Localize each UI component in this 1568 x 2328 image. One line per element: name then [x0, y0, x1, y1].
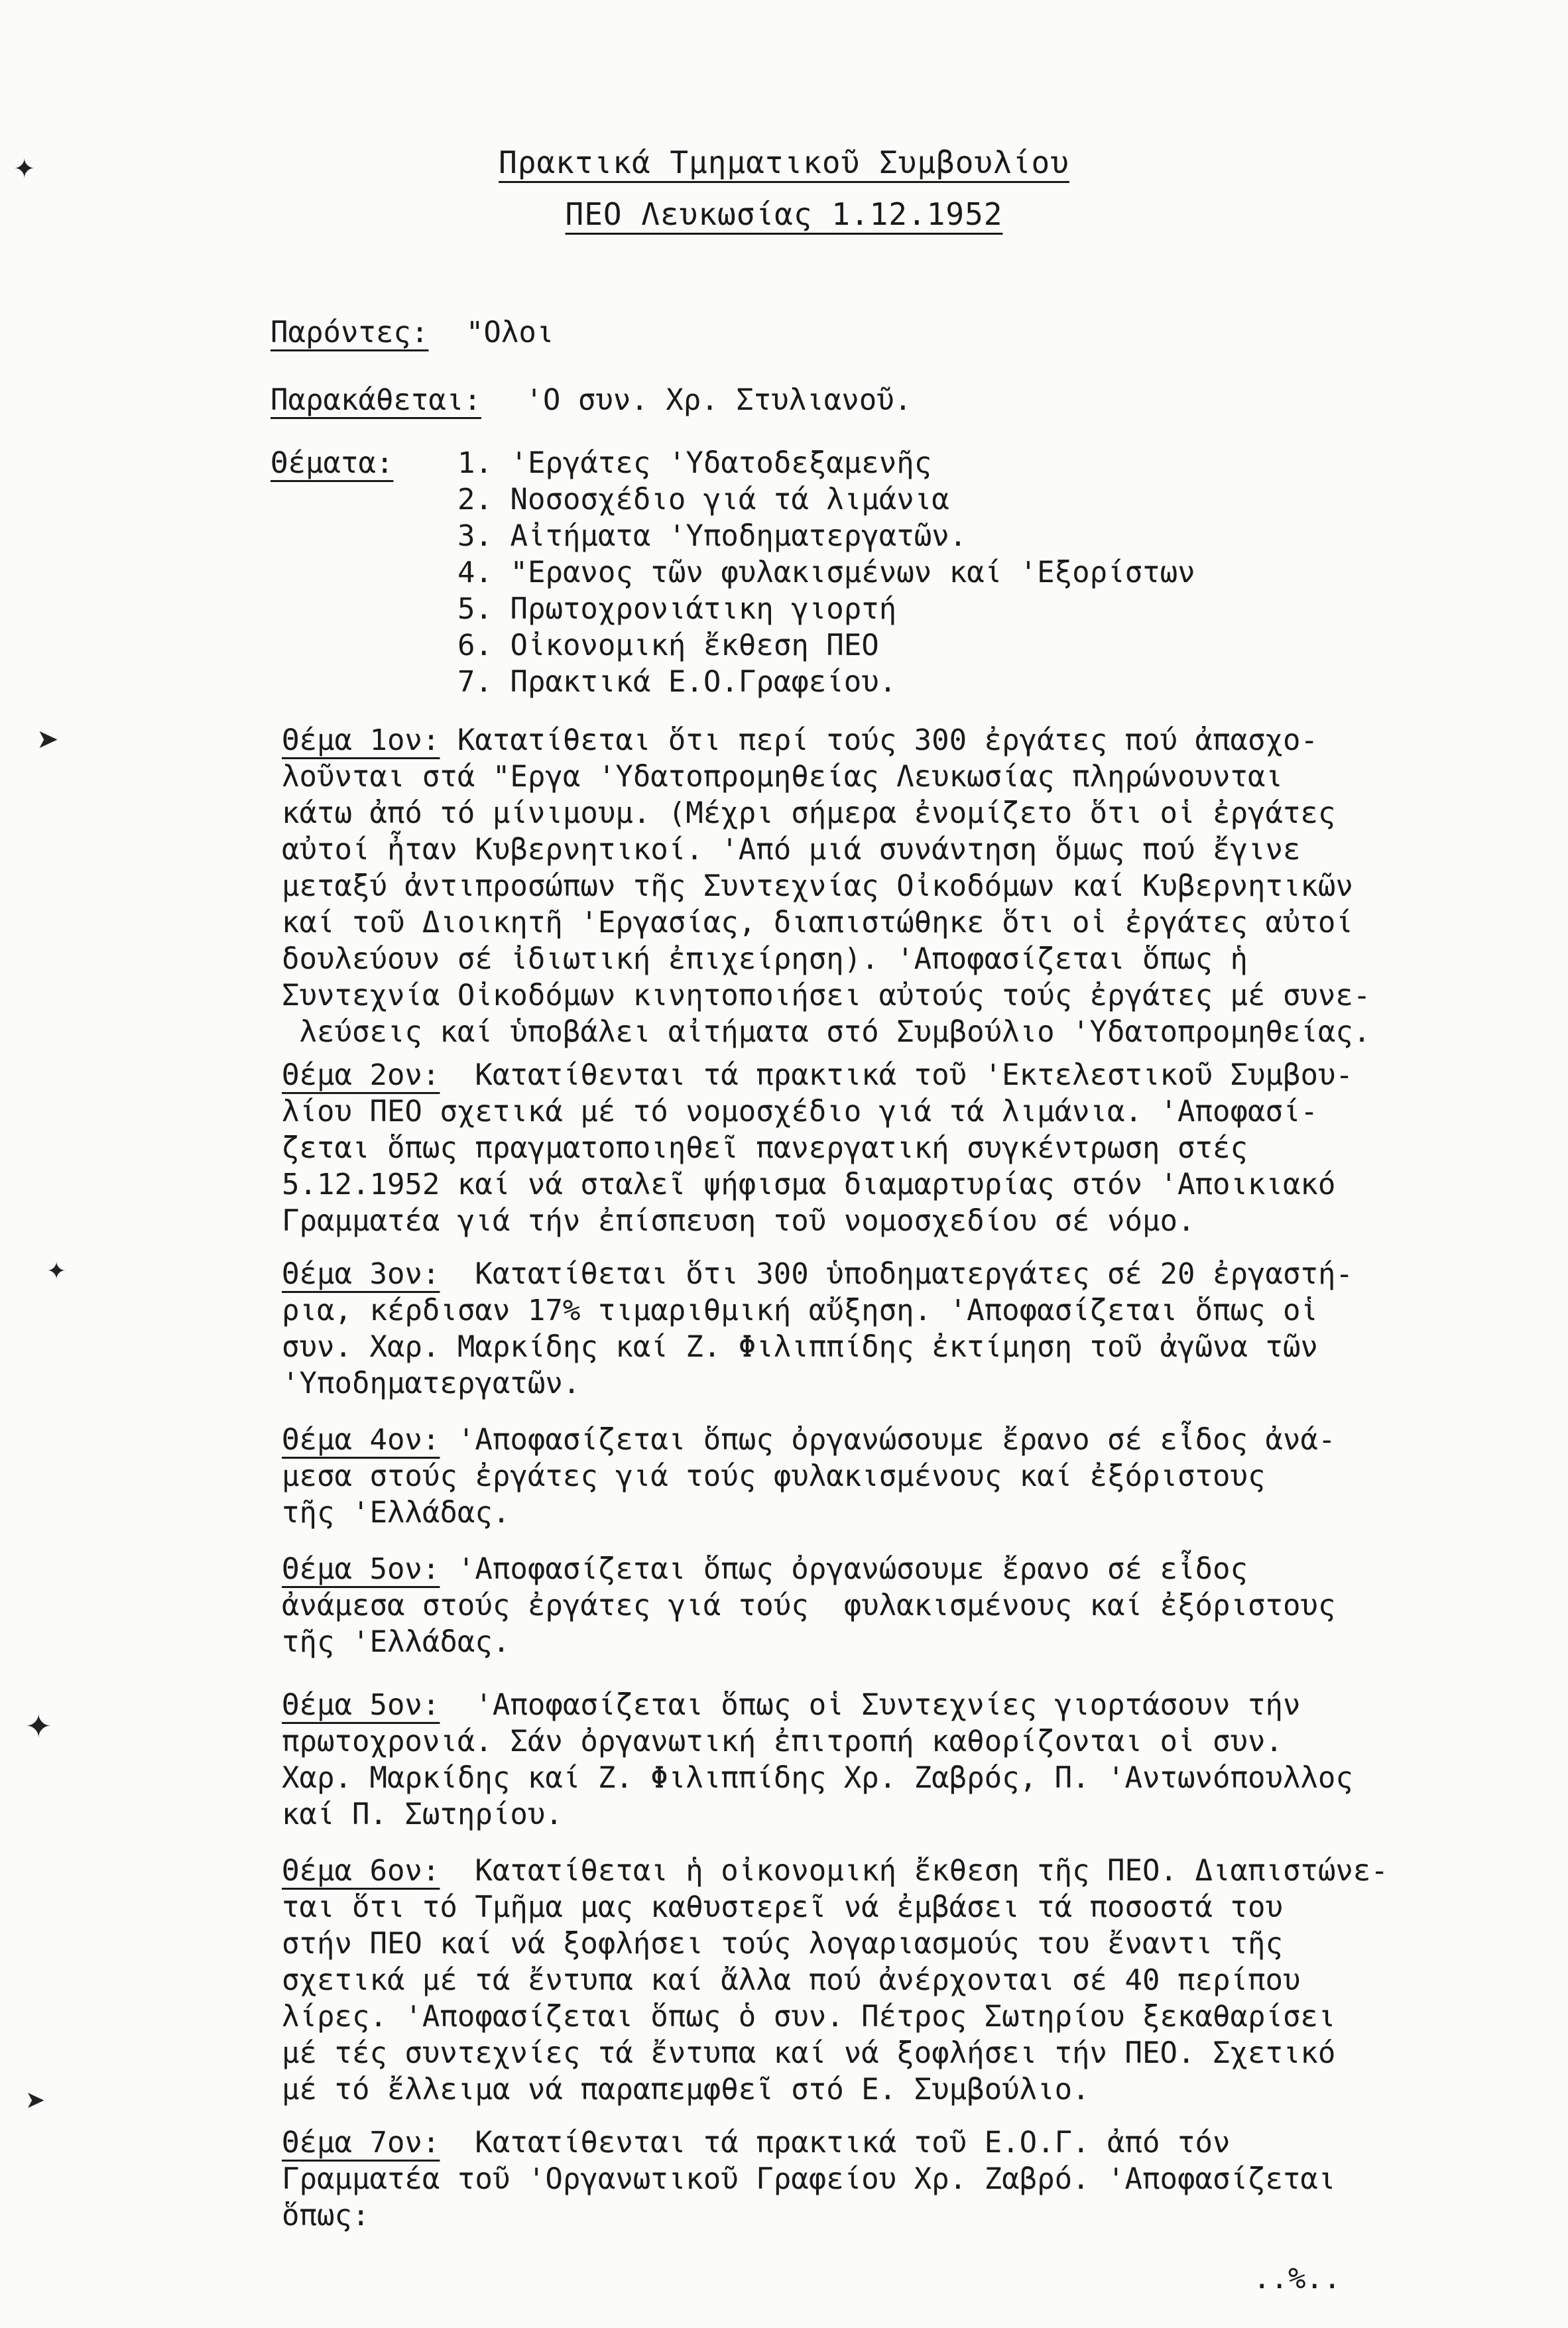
section-line: σχετικά μέ τά ἔντυπα καί ἄλλα πού ἀνέρχονται σέ 40 περίπου [282, 1963, 1301, 1997]
margin-mark: ➤ [36, 724, 59, 755]
section-line: ρια, κέρδισαν 17% τιμαριθμική αὔξηση. 'Αποφασίζεται ὅπως οἱ [282, 1294, 1318, 1327]
margin-mark: ✦ [13, 154, 36, 184]
section-line: καί Π. Σωτηρίου. [282, 1798, 563, 1831]
section-line: Γραμματέα γιά τήν ἐπίσπευση τοῦ νομοσχεδίου σέ νόμο. [282, 1204, 1195, 1238]
section-line: αὐτοί ἦταν Κυβερνητικοί. 'Από μιά συνάντηση ὅμως πού ἔγινε [282, 833, 1301, 867]
margin-mark: ✦ [25, 1708, 52, 1745]
section-line: 'Αποφασίζεται ὅπως ὀργανώσουμε ἔρανο σέ εἶδος [457, 1552, 1248, 1586]
section-line: καί τοῦ Διοικητῆ 'Εργασίας, διαπιστώθηκε ὅτι οἱ ἐργάτες αὐτοί [282, 906, 1353, 940]
section-line: τῆς 'Ελλάδας. [282, 1625, 511, 1659]
agenda-item: 3. Αἰτήματα 'Υποδηματεργατῶν. [457, 519, 967, 553]
section-line: συν. Χαρ. Μαρκίδης καί Ζ. Φιλιππίδης ἐκτίμηση τοῦ ἀγῶνα τῶν [282, 1330, 1318, 1364]
section-label: Θέμα 2ον: [282, 1058, 440, 1092]
agenda-label: Θέματα: [271, 446, 394, 480]
document-subtitle: ΠΕΟ Λευκωσίας 1.12.1952 [565, 196, 1003, 232]
section-line: Συντεχνία Οἰκοδόμων κινητοποιήσει αὐτούς τούς ἐργάτες μέ συνε- [282, 979, 1371, 1012]
section-line: λίρες. 'Αποφασίζεται ὅπως ὁ συν. Πέτρος Σωτηρίου ξεκαθαρίσει [282, 2000, 1336, 2034]
section-line: μέ τό ἔλλειμα νά παραπεμφθεῖ στό Ε. Συμβούλιο. [282, 2073, 1090, 2107]
section-line: ἀνάμεσα στούς ἐργάτες γιά τούς φυλακισμένους καί ἐξόριστους [282, 1589, 1336, 1623]
present-label: Παρόντες: [271, 316, 429, 349]
section-label: Θέμα 7ον: [282, 2126, 440, 2160]
present-value: "Ολοι [465, 316, 554, 349]
section-label: Θέμα 1ον: [282, 723, 440, 757]
agenda-item: 5. Πρωτοχρονιάτικη γιορτή [457, 592, 897, 626]
section-line: κάτω ἀπό τό μίνιμουμ. (Μέχρι σήμερα ἐνομίζετο ὅτι οἱ ἐργάτες [282, 796, 1336, 830]
absent-label: Παρακάθεται: [271, 383, 481, 417]
section-line: Κατατίθεται ἡ οἰκονομική ἔκθεση τῆς ΠΕΟ. Διαπιστώνε- [475, 1854, 1388, 1888]
agenda-item: 4. "Ερανος τῶν φυλακισμένων καί 'Εξορίστων [457, 556, 1195, 589]
section-line: 'Υποδηματεργατῶν. [282, 1367, 581, 1400]
agenda-item: 7. Πρακτικά Ε.Ο.Γραφείου. [457, 665, 897, 699]
section-line: ται ὅτι τό Τμῆμα μας καθυστερεῖ νά ἐμβάσει τά ποσοστά του [282, 1890, 1283, 1924]
section-line: Κατατίθενται τά πρακτικά τοῦ Ε.Ο.Γ. ἀπό τόν [475, 2126, 1231, 2160]
section-line: λεύσεις καί ὑποβάλει αἰτήματα στό Συμβούλιο 'Υδατοπρομηθείας. [282, 1015, 1371, 1049]
section-line: Γραμματέα τοῦ 'Οργανωτικοῦ Γραφείου Χρ. Ζαβρό. 'Αποφασίζεται [282, 2162, 1336, 2196]
continuation-mark: ..%.. [1253, 2262, 1341, 2296]
margin-mark: ✦ [46, 1258, 67, 1285]
agenda-item: 6. Οἰκονομική ἔκθεση ΠΕΟ [457, 629, 879, 662]
section-line: τῆς 'Ελλάδας. [282, 1496, 511, 1530]
section-line: Χαρ. Μαρκίδης καί Ζ. Φιλιππίδης Χρ. Ζαβρός, Π. 'Αντωνόπουλλος [282, 1761, 1353, 1795]
section-label: Θέμα 5ον: [282, 1552, 440, 1586]
agenda-item: 2. Νοσοσχέδιο γιά τά λιμάνια [457, 483, 949, 517]
section-line: δουλεύουν σέ ἰδιωτική ἐπιχείρηση). 'Αποφασίζεται ὅπως ἡ [282, 942, 1248, 976]
section-line: μεταξύ ἀντιπροσώπων τῆς Συντεχνίας Οἰκοδόμων καί Κυβερνητικῶν [282, 869, 1353, 903]
margin-mark: ➤ [25, 2087, 46, 2114]
section-line: 'Αποφασίζεται ὅπως ὀργανώσουμε ἔρανο σέ εἶδος ἀνά- [457, 1423, 1336, 1457]
section-line: μεσα στούς ἐργάτες γιά τούς φυλακισμένους καί ἐξόριστους [282, 1459, 1266, 1493]
section-line: 'Αποφασίζεται ὅπως οἱ Συντεχνίες γιορτάσουν τήν [475, 1688, 1301, 1722]
section-label: Θέμα 6ον: [282, 1854, 440, 1888]
absent-row [271, 383, 912, 417]
present-row [271, 318, 554, 347]
section-line: Κατατίθενται τά πρακτικά τοῦ 'Εκτελεστικοῦ Συμβου- [475, 1058, 1353, 1092]
section-line: 5.12.1952 καί νά σταλεῖ ψήφισμα διαμαρτυρίας στόν 'Αποικιακό [282, 1168, 1336, 1201]
section-line: στήν ΠΕΟ καί νά ξοφλήσει τούς λογαριασμούς του ἔναντι τῆς [282, 1927, 1283, 1961]
section-label: Θέμα 3ον: [282, 1257, 440, 1291]
section-line: μέ τές συντεχνίες τά ἔντυπα καί νά ξοφλήσει τήν ΠΕΟ. Σχετικό [282, 2036, 1336, 2070]
document-title: Πρακτικά Τμηματικοῦ Συμβουλίου [499, 145, 1069, 180]
section-line: Κατατίθεται ὅτι 300 ὑποδηματεργάτες σέ 20 ἐργαστή- [475, 1257, 1353, 1291]
section-line: πρωτοχρονιά. Σάν ὀργανωτική ἐπιτροπή καθορίζονται οἱ συν. [282, 1725, 1283, 1758]
section-line: λίου ΠΕΟ σχετικά μέ τό νομοσχέδιο γιά τά λιμάνια. 'Αποφασί- [282, 1095, 1318, 1129]
absent-value: 'Ο συν. Χρ. Στυλιανοῦ. [525, 383, 912, 417]
section-line: ὅπως: [282, 2199, 370, 2233]
section-line: λοῦνται στά "Εργα 'Υδατοπρομηθείας Λευκωσίας πληρώνουνται [282, 760, 1283, 794]
section-label: Θέμα 4ον: [282, 1423, 440, 1457]
section-label: Θέμα 5ον: [282, 1688, 440, 1722]
section-line: Κατατίθεται ὅτι περί τούς 300 ἐργάτες πού ἀπασχο- [457, 723, 1318, 757]
agenda-item: 1. 'Εργάτες 'Υδατοδεξαμενῆς [457, 446, 932, 480]
section-line: ζεται ὅπως πραγματοποιηθεῖ πανεργατική συγκέντρωση στές [282, 1131, 1248, 1165]
